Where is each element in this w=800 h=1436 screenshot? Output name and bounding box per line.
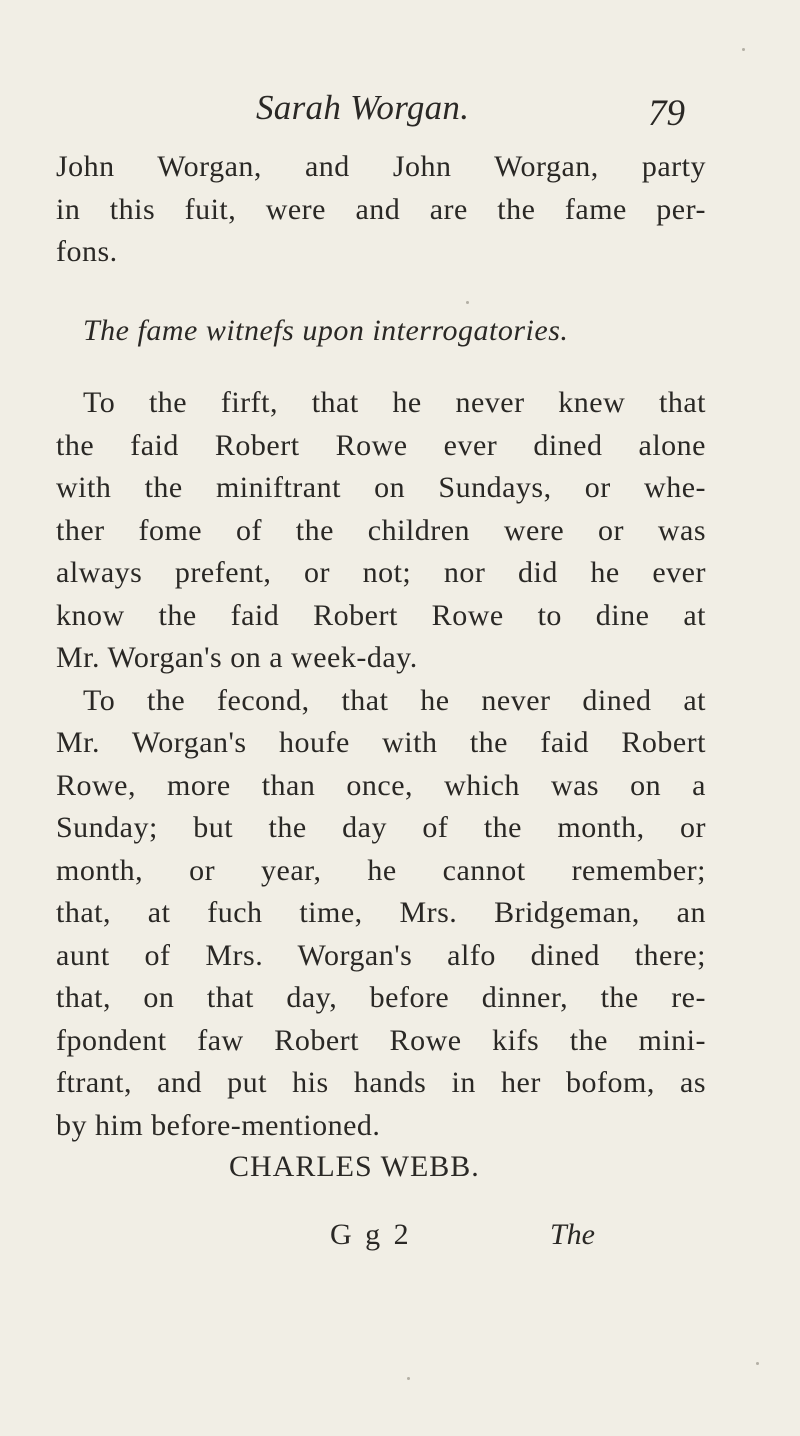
paper-speck [742, 48, 745, 51]
catchword: The [550, 1218, 595, 1251]
text-line: aunt of Mrs. Worgan's alfo dined there; [56, 938, 706, 972]
text-line: To the fecond, that he never dined at [83, 683, 706, 717]
text-line: that, on that day, before dinner, the re- [56, 981, 706, 1014]
text-line: Rowe, more than once, which was on a [56, 768, 706, 802]
text-line: ftrant, and put his hands in her bofom, as [56, 1066, 706, 1099]
page-footer [0, 1218, 800, 1268]
running-title: Sarah Worgan. [256, 88, 470, 127]
paper-speck [756, 1362, 759, 1365]
text-line: month, or year, he cannot remember; [56, 853, 706, 887]
text-line: Mr. Worgan's on a week-day. [56, 641, 418, 674]
text-line: fons. [56, 235, 118, 268]
text-line: Sunday; but the day of the month, or [56, 811, 706, 844]
text-line: John Worgan, and John Worgan, party [56, 150, 706, 183]
paper-speck [407, 1377, 410, 1380]
page-number: 79 [648, 93, 685, 134]
text-line: Mr. Worgan's houfe with the faid Robert [56, 726, 706, 759]
text-line: ther fome of the children were or was [56, 513, 706, 547]
text-line: with the miniftrant on Sundays, or whe- [56, 471, 706, 504]
page-header [0, 74, 800, 134]
text-line: in this fuit, were and are the fame per- [56, 192, 706, 226]
text-line: always prefent, or not; nor did he ever [56, 556, 706, 589]
text-line: know the faid Robert Rowe to dine at [56, 598, 706, 632]
text-line: fpondent faw Robert Rowe kifs the mini- [56, 1023, 706, 1057]
text-line: the faid Robert Rowe ever dined alone [56, 428, 706, 462]
text-line: that, at fuch time, Mrs. Bridgeman, an [56, 896, 706, 929]
text-line: by him before-mentioned. [56, 1108, 381, 1142]
signature-mark: G g 2 [330, 1218, 412, 1251]
section-heading: The fame witnefs upon interrogatories. [83, 313, 569, 347]
witness-signature: CHARLES WEBB. [229, 1150, 480, 1183]
text-line: To the firft, that he never knew that [83, 386, 706, 419]
body-text [56, 146, 706, 1147]
paper-speck [466, 301, 469, 304]
